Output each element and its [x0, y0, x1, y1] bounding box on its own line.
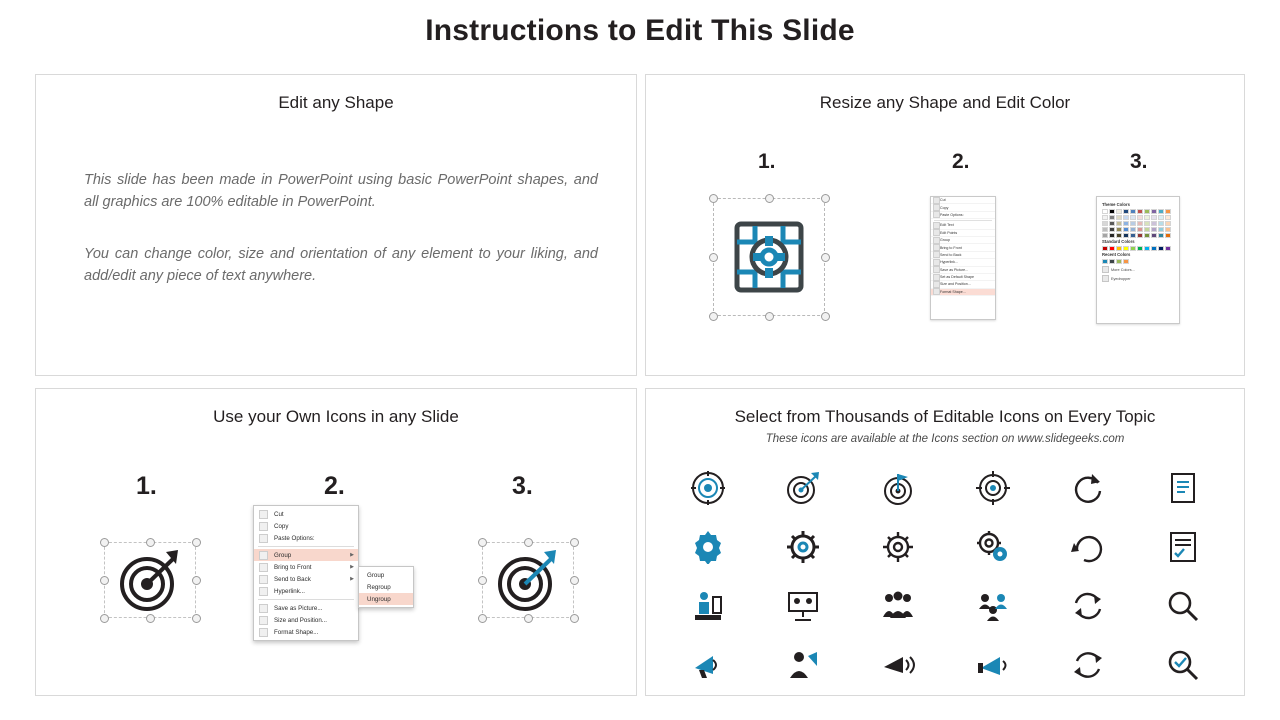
group-submenu[interactable]	[358, 566, 414, 608]
context-menu-item-cut[interactable]	[254, 508, 358, 520]
menu-divider	[258, 599, 354, 600]
color-swatch[interactable]	[1123, 215, 1129, 220]
color-swatch[interactable]	[1151, 209, 1157, 214]
context-menu-item-size-and-position[interactable]	[254, 614, 358, 626]
color-swatch[interactable]	[1130, 246, 1136, 251]
resize-handle-middle-left[interactable]	[709, 253, 718, 262]
color-swatch[interactable]	[1151, 246, 1157, 251]
color-swatch[interactable]	[1158, 221, 1164, 226]
panel-edit-any-shape	[35, 74, 637, 376]
color-swatch[interactable]	[1116, 215, 1122, 220]
resize-handle-top-right[interactable]	[821, 194, 830, 203]
submenu-label: Regroup	[367, 583, 391, 591]
submenu-arrow-icon: ▶	[350, 576, 354, 582]
more-colors-button[interactable]	[1102, 266, 1174, 273]
context-menu-item-save-as-picture[interactable]	[254, 602, 358, 614]
color-swatch[interactable]	[1109, 209, 1115, 214]
color-swatch[interactable]	[1151, 233, 1157, 238]
edit-shape-paragraph-1: This slide has been made in PowerPoint using basic PowerPoint shapes, and all graphics are 100% editable in PowerPoint.	[84, 172, 598, 211]
color-swatch[interactable]	[1165, 246, 1171, 251]
panel-title-edit-shape: Edit any Shape	[278, 93, 394, 112]
resize-handle-bottom-center[interactable]	[146, 614, 155, 623]
document-list-icon[interactable]	[1160, 465, 1206, 511]
resize-handle-bottom-center[interactable]	[524, 614, 533, 623]
context-menu-item-copy[interactable]	[254, 520, 358, 532]
color-swatch[interactable]	[1123, 246, 1129, 251]
group-people-icon[interactable]	[875, 583, 921, 629]
target-dart-icon[interactable]	[780, 465, 826, 511]
context-menu-item-cut[interactable]	[931, 197, 995, 204]
standard-colors-label: Standard Colors	[1102, 239, 1135, 244]
person-podium-icon[interactable]	[685, 583, 731, 629]
selected-target-icon-2[interactable]	[482, 542, 574, 618]
theme-colors-row-3[interactable]	[1102, 221, 1174, 226]
copy-icon	[259, 522, 268, 531]
resize-step-3-number: 3.	[1130, 150, 1148, 173]
paste-icon	[933, 211, 940, 218]
context-menu-item-format-shape[interactable]	[931, 289, 995, 296]
more-colors-label: More Colors...	[1111, 267, 1135, 272]
group-icon	[933, 237, 940, 244]
resize-step-1-number: 1.	[758, 150, 776, 173]
color-swatch[interactable]	[1102, 221, 1108, 226]
recent-colors-row[interactable]	[1102, 259, 1174, 264]
bring-to-front-icon	[933, 244, 940, 251]
format-shape-icon	[933, 288, 940, 295]
theme-colors-row-5[interactable]	[1102, 233, 1174, 238]
own-icons-step-3-number: 3.	[512, 472, 533, 500]
context-menu-label: Send to Back	[940, 252, 962, 257]
recent-colors-label: Recent Colors	[1102, 252, 1131, 257]
submenu-label: Group	[367, 571, 385, 579]
resize-handle-top-center[interactable]	[524, 538, 533, 547]
resize-handle-bottom-right[interactable]	[570, 614, 579, 623]
context-menu-label: Hyperlink...	[274, 587, 305, 595]
eyedropper-button[interactable]	[1102, 275, 1174, 282]
context-menu-label: Paste Options:	[274, 534, 315, 542]
color-swatch[interactable]	[1144, 233, 1150, 238]
color-swatch[interactable]	[1123, 209, 1129, 214]
hyperlink-icon	[259, 587, 268, 596]
color-swatch[interactable]	[1144, 227, 1150, 232]
rotate-clockwise-icon[interactable]	[1065, 524, 1111, 570]
color-swatch[interactable]	[1102, 233, 1108, 238]
format-shape-icon	[259, 628, 268, 637]
resize-handle-bottom-right[interactable]	[192, 614, 201, 623]
color-swatch[interactable]	[1158, 233, 1164, 238]
target-flag-icon[interactable]	[875, 465, 921, 511]
context-menu-item-set-default-shape[interactable]	[931, 274, 995, 281]
context-menu-label: Copy	[940, 205, 949, 210]
context-menu-item-bring-to-front[interactable]	[254, 561, 358, 573]
theme-colors-row-4[interactable]	[1102, 227, 1174, 232]
color-swatch[interactable]	[1130, 233, 1136, 238]
refresh-arrow-icon[interactable]	[1065, 465, 1111, 511]
color-swatch[interactable]	[1109, 246, 1115, 251]
theme-colors-row-1[interactable]	[1102, 209, 1174, 214]
color-swatch[interactable]	[1102, 209, 1108, 214]
submenu-arrow-icon: ▶	[350, 564, 354, 570]
color-swatch[interactable]	[1109, 259, 1115, 264]
icon-context-menu[interactable]	[253, 505, 359, 641]
crosshair-target-icon[interactable]	[970, 465, 1016, 511]
context-menu-label: Set as Default Shape	[940, 275, 974, 280]
resize-handle-middle-left[interactable]	[478, 576, 487, 585]
context-menu-label: Send to Back	[274, 575, 311, 583]
color-swatch[interactable]	[1137, 215, 1143, 220]
color-swatch[interactable]	[1116, 221, 1122, 226]
resize-handle-top-left[interactable]	[709, 194, 718, 203]
context-menu-item-copy[interactable]	[931, 204, 995, 211]
context-menu-item-hyperlink[interactable]	[254, 585, 358, 597]
color-swatch[interactable]	[1102, 259, 1108, 264]
own-icons-step-2-number: 2.	[324, 472, 345, 500]
person-speaker-icon[interactable]	[780, 642, 826, 688]
edit-text-icon	[933, 222, 940, 229]
context-menu-label: Bring to Front	[940, 245, 962, 250]
context-menu-item-send-to-back[interactable]	[254, 573, 358, 585]
target-circle-icon[interactable]	[685, 465, 731, 511]
context-menu-item-bring-to-front[interactable]	[931, 244, 995, 251]
shape-context-menu[interactable]	[930, 196, 996, 320]
context-menu-item-send-to-back[interactable]	[931, 252, 995, 259]
resize-handle-middle-right[interactable]	[570, 576, 579, 585]
cut-icon	[259, 510, 268, 519]
selection-bounding-box	[482, 542, 574, 618]
selection-bounding-box	[104, 542, 196, 618]
color-swatch[interactable]	[1165, 221, 1171, 226]
color-swatch[interactable]	[1102, 227, 1108, 232]
resize-handle-middle-right[interactable]	[192, 576, 201, 585]
color-swatch[interactable]	[1151, 227, 1157, 232]
submenu-item-group[interactable]	[359, 569, 413, 581]
send-to-back-icon	[933, 251, 940, 258]
circular-arrows-icon[interactable]	[1065, 642, 1111, 688]
color-swatch[interactable]	[1130, 215, 1136, 220]
context-menu-label: Bring to Front	[274, 563, 312, 571]
context-menu-item-save-as-picture[interactable]	[931, 267, 995, 274]
sync-arrows-icon[interactable]	[1065, 583, 1111, 629]
own-icons-step-1-number: 1.	[136, 472, 157, 500]
color-swatch[interactable]	[1165, 227, 1171, 232]
context-menu-item-group[interactable]	[931, 237, 995, 244]
color-swatch[interactable]	[1123, 259, 1129, 264]
color-swatch[interactable]	[1144, 221, 1150, 226]
color-swatch[interactable]	[1158, 209, 1164, 214]
cut-icon	[933, 197, 940, 204]
color-swatch[interactable]	[1130, 209, 1136, 214]
submenu-arrow-icon: ▶	[350, 552, 354, 558]
color-swatch[interactable]	[1116, 259, 1122, 264]
paste-icon	[259, 534, 268, 543]
context-menu-label: Save as Picture...	[274, 604, 323, 612]
color-swatch[interactable]	[1144, 215, 1150, 220]
color-swatch[interactable]	[1151, 221, 1157, 226]
color-picker-panel[interactable]	[1096, 196, 1180, 324]
panel-title-own-icons: Use your Own Icons in any Slide	[213, 407, 459, 426]
context-menu-label: Group	[274, 551, 292, 559]
color-swatch[interactable]	[1123, 227, 1129, 232]
selected-target-icon-1[interactable]	[104, 542, 196, 618]
resize-step-2-number: 2.	[952, 150, 970, 173]
context-menu-label: Cut	[940, 198, 946, 203]
context-menu-item-size-and-position[interactable]	[931, 281, 995, 288]
double-gear-icon[interactable]	[970, 524, 1016, 570]
resize-handle-top-left[interactable]	[478, 538, 487, 547]
resize-handle-bottom-center[interactable]	[765, 312, 774, 321]
size-position-icon	[933, 281, 940, 288]
edit-shape-paragraph-2: You can change color, size and orientation of any element to your liking, and add/edit any piece of text anywhere.	[84, 246, 598, 285]
editable-icons-subtitle: These icons are available at the Icons section on www.slidegeeks.com	[765, 433, 1125, 445]
page-title: Instructions to Edit This Slide	[425, 14, 855, 47]
menu-divider	[934, 220, 992, 221]
color-swatch[interactable]	[1137, 221, 1143, 226]
context-menu-item-format-shape[interactable]	[254, 626, 358, 638]
color-swatch[interactable]	[1130, 221, 1136, 226]
color-swatch[interactable]	[1116, 227, 1122, 232]
color-swatch[interactable]	[1102, 246, 1108, 251]
context-menu-item-edit-points[interactable]	[931, 230, 995, 237]
context-menu-label: Edit Text	[940, 223, 954, 228]
copy-icon	[933, 204, 940, 211]
context-menu-label: Format Shape...	[940, 289, 966, 294]
resize-handle-top-center[interactable]	[765, 194, 774, 203]
color-swatch[interactable]	[1137, 209, 1143, 214]
context-menu-item-paste-options[interactable]	[254, 532, 358, 544]
color-swatch[interactable]	[1109, 233, 1115, 238]
context-menu-item-paste-options[interactable]	[931, 212, 995, 219]
edit-points-icon	[933, 229, 940, 236]
team-meeting-icon[interactable]	[970, 583, 1016, 629]
color-swatch[interactable]	[1109, 215, 1115, 220]
color-swatch[interactable]	[1151, 215, 1157, 220]
submenu-item-regroup[interactable]	[359, 581, 413, 593]
color-swatch[interactable]	[1137, 246, 1143, 251]
context-menu-label: Group	[940, 238, 950, 243]
menu-divider	[258, 546, 354, 547]
context-menu-label: Size and Position...	[940, 282, 971, 287]
selected-shape-illustration[interactable]	[713, 198, 825, 316]
color-swatch[interactable]	[1109, 227, 1115, 232]
color-swatch[interactable]	[1137, 227, 1143, 232]
color-swatch[interactable]	[1116, 246, 1122, 251]
resize-handle-bottom-right[interactable]	[821, 312, 830, 321]
context-menu-label: Format Shape...	[274, 628, 319, 636]
resize-handle-top-right[interactable]	[570, 538, 579, 547]
standard-colors-row[interactable]	[1102, 246, 1174, 251]
search-check-icon[interactable]	[1160, 642, 1206, 688]
size-position-icon	[259, 616, 268, 625]
context-menu-label: Save as Picture...	[940, 267, 969, 272]
group-icon	[259, 551, 268, 560]
resize-handle-middle-right[interactable]	[821, 253, 830, 262]
save-picture-icon	[259, 604, 268, 613]
submenu-label: Ungroup	[367, 595, 391, 603]
color-swatch[interactable]	[1130, 227, 1136, 232]
eyedropper-icon	[1102, 275, 1109, 282]
context-menu-item-edit-text[interactable]	[931, 222, 995, 229]
context-menu-label: Paste Options:	[940, 212, 964, 217]
color-swatch[interactable]	[1165, 233, 1171, 238]
gear-dotted-icon[interactable]	[875, 524, 921, 570]
color-swatch[interactable]	[1158, 227, 1164, 232]
color-swatch[interactable]	[1165, 209, 1171, 214]
color-swatch[interactable]	[1116, 233, 1122, 238]
color-swatch[interactable]	[1116, 209, 1122, 214]
color-swatch[interactable]	[1165, 215, 1171, 220]
context-menu-label: Cut	[274, 510, 284, 518]
theme-colors-label: Theme Colors	[1102, 202, 1130, 207]
resize-handle-middle-left[interactable]	[100, 576, 109, 585]
presentation-people-icon[interactable]	[780, 583, 826, 629]
color-swatch[interactable]	[1158, 215, 1164, 220]
color-swatch[interactable]	[1144, 246, 1150, 251]
color-swatch[interactable]	[1109, 221, 1115, 226]
color-swatch[interactable]	[1102, 215, 1108, 220]
context-menu-label: Edit Points	[940, 230, 958, 235]
default-shape-icon	[933, 274, 940, 281]
panel-title-resize-shape: Resize any Shape and Edit Color	[819, 93, 1071, 112]
color-swatch[interactable]	[1158, 246, 1164, 251]
hyperlink-icon	[933, 259, 940, 266]
theme-colors-row-2[interactable]	[1102, 215, 1174, 220]
bullhorn-icon[interactable]	[875, 642, 921, 688]
puzzle-target-shape-icon	[727, 212, 811, 302]
announce-megaphone-icon[interactable]	[970, 642, 1016, 688]
magnifier-icon[interactable]	[1160, 583, 1206, 629]
color-swatch[interactable]	[1123, 221, 1129, 226]
icon-library-grid	[660, 458, 1230, 694]
panel-title-editable-icons: Select from Thousands of Editable Icons on Every Topic	[734, 407, 1156, 426]
color-swatch[interactable]	[1137, 233, 1143, 238]
resize-handle-top-center[interactable]	[146, 538, 155, 547]
color-swatch[interactable]	[1123, 233, 1129, 238]
context-menu-item-hyperlink[interactable]	[931, 259, 995, 266]
send-to-back-icon	[259, 575, 268, 584]
checklist-document-icon[interactable]	[1160, 524, 1206, 570]
submenu-item-ungroup[interactable]	[359, 593, 413, 605]
resize-handle-top-right[interactable]	[192, 538, 201, 547]
eyedropper-label: Eyedropper	[1111, 276, 1131, 281]
resize-handle-top-left[interactable]	[100, 538, 109, 547]
resize-handle-bottom-left[interactable]	[709, 312, 718, 321]
palette-icon	[1102, 266, 1109, 273]
gear-outline-icon[interactable]	[780, 524, 826, 570]
save-picture-icon	[933, 266, 940, 273]
resize-handle-bottom-left[interactable]	[100, 614, 109, 623]
gear-filled-icon[interactable]	[685, 524, 731, 570]
resize-handle-bottom-left[interactable]	[478, 614, 487, 623]
context-menu-label: Size and Position...	[274, 616, 327, 624]
color-swatch[interactable]	[1144, 209, 1150, 214]
bring-to-front-icon	[259, 563, 268, 572]
context-menu-label: Hyperlink...	[940, 260, 958, 265]
megaphone-icon[interactable]	[685, 642, 731, 688]
context-menu-item-group[interactable]	[254, 549, 358, 561]
context-menu-label: Copy	[274, 522, 289, 530]
